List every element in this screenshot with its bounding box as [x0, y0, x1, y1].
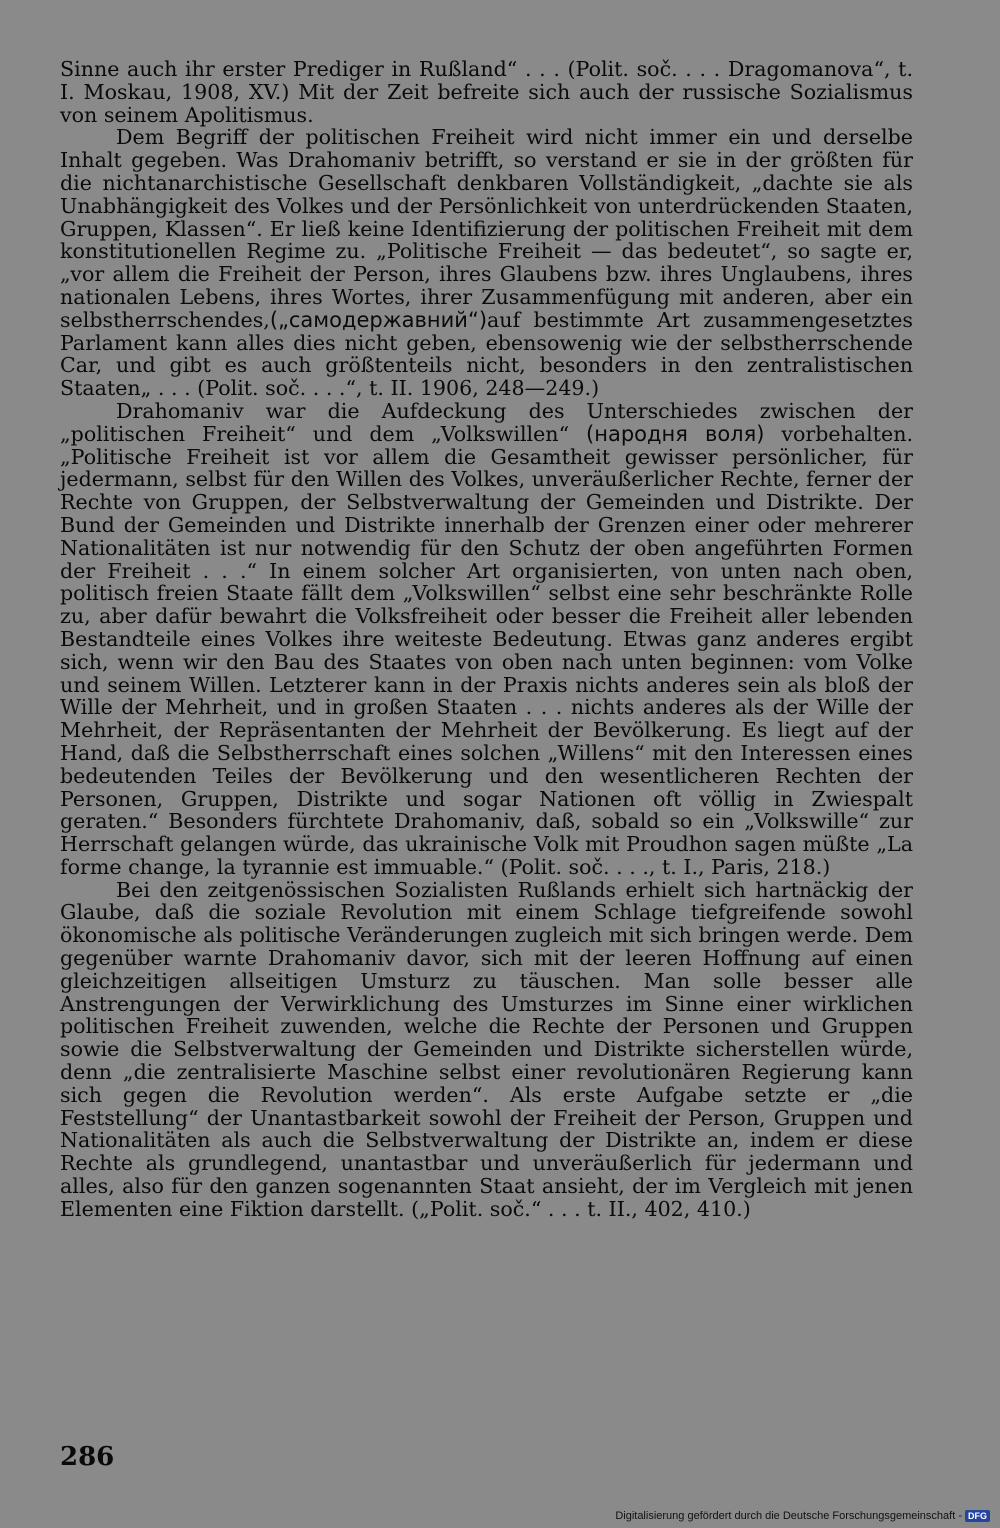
digitization-credit: [615, 1510, 990, 1522]
paragraph-text: Drahomaniv war die Aufdeckung des Unterschiedes zwischen der „politischen Freiheit“ und dem „Volkswillen“: [60, 398, 913, 446]
paragraph: [60, 126, 913, 400]
dfg-logo: DFG: [965, 1510, 990, 1522]
paragraph-text: Bei den zeitgenössischen Sozialisten Rußlands erhielt sich hartnäckig der Glaube, daß die soziale Revolution mit einem Schlage tiefgreifende sowohl ökonomische als politische Veränderungen zugleich mit sich bringen werde. Dem gegenüber warnte Drahomaniv davor, sich mit der leeren Hoffnung auf einen gleichzeitigen allseitigen Umsturz zu täuschen. Man solle besser alle Anstrengungen der Verwirklichung des Umsturzes im Sinne einer wirklichen politischen Freiheit zuwenden, welche die Rechte der Personen und Gruppen sowie die Selbstverwaltung der Gemeinden und Distrikte sicherstellen würde, denn „die zentralisierte Maschine selbst einer revolutionären Regierung kann sich gegen die Revolution werden“. Als erste Aufgabe setzte er „die Feststellung“ der Unantastbarkeit sowohl der Freiheit der Person, Gruppen und Nationalitäten als auch die Selbstverwaltung der Distrikte an, indem er diese Rechte als grundlegend, unantastbar und unveräußerlich für jedermann und alles, also für den ganzen sogenannten Staat ansieht, der im Vergleich mit jenen Elementen eine Fiktion darstellt. („Polit. soč.“ . . . t. II., 402, 410.): [60, 877, 913, 1221]
footer-text: Digitalisierung gefördert durch die Deutsche Forschungsgemeinschaft -: [615, 1510, 962, 1522]
cyrillic-term: (народня воля): [586, 421, 765, 446]
cyrillic-term: („самодержавний“): [269, 307, 488, 332]
paragraph: [60, 58, 913, 126]
paragraph-text: Dem Begriff der politischen Freiheit wird nicht immer ein und derselbe Inhalt gegeben. Was Drahomaniv betrifft, so verstand er sie in der größten für die nichtanarchistische Gesellschaft denkbaren Vollständigkeit, „dachte sie als Unabhängigkeit des Volkes und der Persönlichkeit von unterdrückenden Staaten, Gruppen, Klassen“. Er ließ keine Identifizierung der politischen Freiheit mit dem konstitutionellen Regime zu. „Politische Freiheit — das bedeutet“, so sagte er, „vor allem die Freiheit der Person, ihres Glaubens bzw. ihres Unglaubens, ihres nationalen Lebens, ihres Wortes, ihrer Zusammenfügung mit anderen, aber ein selbstherrschendes,: [60, 125, 913, 332]
paragraph: [60, 400, 913, 879]
paragraph: [60, 879, 913, 1221]
paragraph-text: auf bestimmte Art zusammengesetztes Parlament kann alles dies nicht geben, ebensowenig wie der selbstherrschende Car, und gibt es auch größtenteils nicht, besonders in den zentralistischen Staaten„ . . . (Polit. soč. . . .“, t. II. 1906, 248—249.): [60, 307, 913, 401]
body-text: [60, 58, 913, 1221]
paragraph-text: vorbehalten. „Politische Freiheit ist vor allem die Gesamtheit gewisser persönlicher, für jedermann, selbst für den Willen des Volkes, unveräußerlicher Rechte, ferner der Rechte von Gruppen, der Selbstverwaltung der Gemeinden und Distrikte. Der Bund der Gemeinden und Distrikte innerhalb der Grenzen einer oder mehrerer Nationalitäten ist nur notwendig für den Schutz der oben angeführten Formen der Freiheit . . .“ In einem solcher Art organisierten, von unten nach oben, politisch freien Staate fällt dem „Volkswillen“ selbst eine sehr beschränkte Rolle zu, aber dafür bewahrt die Volksfreiheit oder besser die Freiheit aller lebenden Bestandteile eines Volkes ihre weiteste Bedeutung. Etwas ganz anderes ergibt sich, wenn wir den Bau des Staates von oben nach unten beginnen: vom Volke und seinem Willen. Letzterer kann in der Praxis nichts anderes sein als bloß der Wille der Mehrheit, und in großen Staaten . . . nichts anderes als der Wille der Mehrheit, der Repräsentanten der Mehrheit der Bevölkerung. Es liegt auf der Hand, daß die Selbstherrschaft eines solchen „Willens“ mit den Interessen eines bedeutenden Teiles der Bevölkerung und den wesentlicheren Rechten der Personen, Gruppen, Distrikte und sogar Nationen oft völlig in Zwiespalt geraten.“ Besonders fürchtete Drahomaniv, daß, sobald so ein „Volkswille“ zur Herrschaft gelangen würde, das ukrainische Volk mit Proudhon sagen müßte „La forme change, la tyrannie est immuable.“ (Polit. soč. . . ., t. I., Paris, 218.): [60, 421, 913, 879]
paragraph-text: Sinne auch ihr erster Prediger in Rußland“ . . . (Polit. soč. . . . Dragomanova“, t. I. Moskau, 1908, XV.) Mit der Zeit befreite sich auch der russische Sozialismus von seinem Apolitismus.: [60, 57, 913, 127]
page-number: 286: [60, 1442, 115, 1472]
